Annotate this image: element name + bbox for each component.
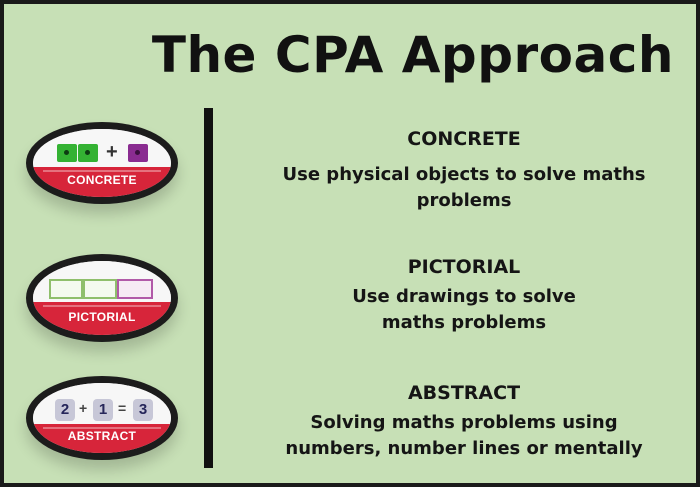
vertical-divider — [204, 108, 213, 468]
purple-cube-icon — [128, 144, 148, 162]
section-heading: ABSTRACT — [407, 382, 521, 404]
abstract-section — [244, 382, 684, 462]
pictorial-section — [244, 256, 684, 336]
abstract-badge — [26, 376, 178, 460]
equals-icon: = — [118, 400, 127, 416]
concrete-badge-label: CONCRETE — [67, 173, 137, 188]
section-heading: PICTORIAL — [407, 256, 521, 278]
bar-model-segment-icon — [117, 279, 153, 299]
number-tile-icon: 3 — [133, 399, 153, 421]
plus-icon: + — [79, 400, 88, 416]
number-tile-icon: 2 — [55, 399, 75, 421]
section-description: Use physical objects to solve maths problems — [282, 164, 646, 211]
abstract-badge-label: ABSTRACT — [67, 429, 137, 444]
number-tile-icon: 1 — [93, 399, 113, 421]
bar-model-segment-icon — [83, 279, 117, 299]
bar-model-segment-icon — [49, 279, 83, 299]
concrete-badge — [26, 122, 178, 204]
page-title: The CPA Approach — [151, 26, 674, 84]
concrete-section — [244, 128, 684, 214]
section-heading: CONCRETE — [407, 128, 521, 150]
section-description: Solving maths problems using numbers, number lines or mentally — [285, 412, 643, 459]
plus-icon: + — [106, 141, 118, 163]
section-description: Use drawings to solve maths problems — [352, 286, 576, 333]
pictorial-badge-label: PICTORIAL — [68, 309, 136, 324]
green-cube-icon — [78, 144, 98, 162]
pictorial-badge — [26, 254, 178, 342]
green-cube-icon — [57, 144, 77, 162]
